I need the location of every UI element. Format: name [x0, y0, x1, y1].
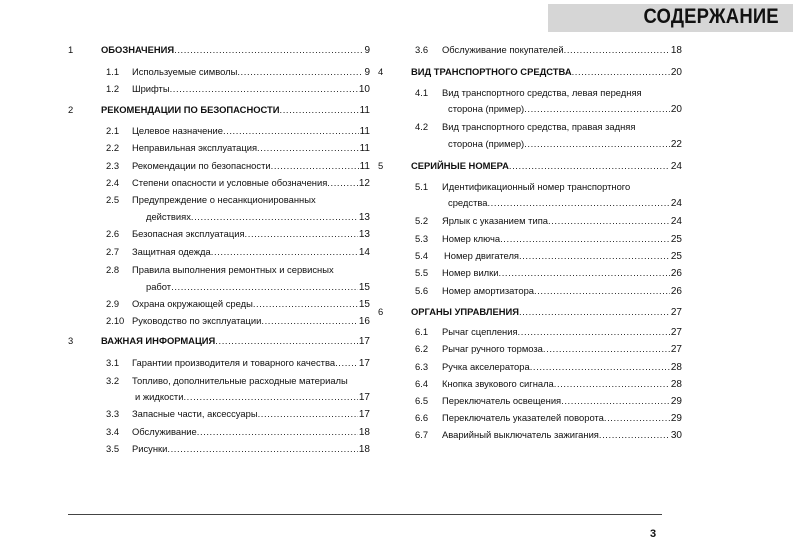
dot-leader	[335, 357, 358, 369]
dot-leader	[271, 160, 359, 172]
dot-leader	[171, 281, 358, 293]
entry-title-cont: и жидкости	[135, 391, 184, 402]
section-title: ОРГАНЫ УПРАВЛЕНИЯ	[411, 306, 519, 317]
entry-number: 6.7	[415, 429, 429, 440]
dot-leader	[604, 412, 670, 424]
entry-title: Гарантии производителя и товарного качества	[132, 357, 336, 368]
entry-title: Номер ключа	[442, 233, 501, 244]
page-number: 3	[650, 528, 657, 540]
page-ref: 9	[364, 45, 370, 56]
section-title: ВИД ТРАНСПОРТНОГО СРЕДСТВА	[411, 66, 572, 77]
dot-leader	[327, 177, 358, 189]
dot-leader	[548, 215, 670, 227]
dot-leader	[211, 246, 358, 258]
page-ref: 29	[670, 396, 682, 407]
entry-number: 2.4	[106, 177, 120, 188]
entry-number: 2.10	[106, 315, 125, 326]
entry-number: 3.5	[106, 443, 120, 454]
dot-leader	[499, 267, 670, 279]
page-ref: 15	[358, 282, 370, 293]
entry-number: 3.1	[106, 357, 120, 368]
entry-title: Кнопка звукового сигнала	[442, 378, 554, 389]
page-ref: 18	[358, 427, 370, 438]
page-title: СОДЕРЖАНИЕ	[643, 5, 779, 28]
dot-leader	[257, 142, 359, 154]
entry-title: Неправильная эксплуатация	[132, 142, 258, 153]
dot-leader	[561, 395, 670, 407]
footer-rule	[68, 514, 662, 515]
page-ref: 17	[358, 358, 370, 369]
entry-title: Переключатель освещения	[442, 395, 562, 406]
page-ref: 17	[358, 409, 370, 420]
entry-number: 5.1	[415, 181, 429, 192]
section-number: 5	[378, 160, 384, 171]
entry-title: Рисунки	[132, 443, 168, 454]
entry-title: Рекомендации по безопасности	[132, 160, 271, 171]
section-title: ВАЖНАЯ ИНФОРМАЦИЯ	[101, 335, 216, 346]
entry-title-cont: работ	[146, 281, 172, 292]
entry-number: 5.2	[415, 215, 429, 226]
dot-leader	[500, 233, 670, 245]
page-ref: 10	[358, 84, 370, 95]
entry-number: 5.3	[415, 233, 429, 244]
entry-number: 6.3	[415, 361, 429, 372]
entry-title: Степени опасности и условные обозначения	[132, 177, 328, 188]
entry-title-cont: сторона (пример)	[448, 138, 525, 149]
page-ref: 12	[358, 178, 370, 189]
entry-title: Используемые символы	[132, 66, 238, 77]
entry-title: Защитная одежда	[132, 246, 211, 257]
page-ref: 28	[670, 362, 682, 373]
dot-leader	[599, 429, 670, 441]
dot-leader	[572, 66, 670, 78]
entry-title: Номер двигателя	[444, 250, 520, 261]
entry-title: Запасные части, аксессуары	[132, 408, 258, 419]
dot-leader	[530, 361, 670, 373]
page-ref: 24	[670, 198, 682, 209]
dot-leader	[519, 250, 670, 262]
page-ref: 20	[670, 67, 682, 78]
entry-number: 3.3	[106, 408, 120, 419]
section-number: 6	[378, 306, 384, 317]
page-ref: 26	[670, 268, 682, 279]
dot-leader	[543, 343, 670, 355]
page-ref: 18	[670, 45, 682, 56]
dot-leader	[519, 306, 670, 318]
dot-leader	[174, 44, 363, 56]
dot-leader	[280, 104, 359, 116]
section-title: СЕРИЙНЫЕ НОМЕРА	[411, 160, 509, 171]
section-number: 4	[378, 66, 384, 77]
entry-number: 2.3	[106, 160, 120, 171]
page-ref: 13	[358, 229, 370, 240]
entry-number: 4.1	[415, 87, 429, 98]
page-ref: 11	[359, 161, 370, 172]
dot-leader	[191, 211, 358, 223]
entry-title: Руководство по эксплуатации	[132, 315, 262, 326]
page-ref: 9	[364, 67, 370, 78]
entry-number: 3.2	[106, 375, 120, 386]
dot-leader	[509, 160, 670, 172]
entry-number: 3.6	[415, 44, 429, 55]
entry-title: Рычаг ручного тормоза	[442, 343, 543, 354]
entry-number: 6.2	[415, 343, 429, 354]
page-ref: 20	[670, 104, 682, 115]
entry-title: Вид транспортного средства, левая передняя	[442, 87, 642, 98]
entry-title: Ярлык с указанием типа	[442, 215, 548, 226]
dot-leader	[215, 335, 358, 347]
entry-number: 2.9	[106, 298, 120, 309]
section-title: РЕКОМЕНДАЦИИ ПО БЕЗОПАСНОСТИ	[101, 104, 280, 115]
dot-leader	[237, 66, 363, 78]
section-number: 3	[68, 335, 74, 346]
entry-title: Обслуживание покупателей	[442, 44, 564, 55]
entry-number: 2.5	[106, 194, 120, 205]
page-ref: 27	[670, 307, 682, 318]
page-ref: 27	[670, 327, 682, 338]
entry-title: Шрифты	[132, 83, 170, 94]
dot-leader	[167, 443, 357, 455]
entry-title: Номер вилки	[442, 267, 499, 278]
entry-title: Предупреждение о несанкционированных	[132, 194, 316, 205]
page-ref: 15	[358, 299, 370, 310]
page-ref: 25	[670, 234, 682, 245]
dot-leader	[197, 426, 358, 438]
entry-number: 6.6	[415, 412, 429, 423]
page-ref: 13	[358, 212, 370, 223]
entry-number: 3.4	[106, 426, 120, 437]
entry-number: 2.8	[106, 264, 120, 275]
page-ref: 14	[358, 247, 370, 258]
page-ref: 18	[358, 444, 370, 455]
page-ref: 11	[359, 143, 370, 154]
entry-title: Аварийный выключатель зажигания	[442, 429, 599, 440]
entry-title-cont: средства	[448, 197, 488, 208]
dot-leader	[564, 44, 670, 56]
entry-number: 6.4	[415, 378, 429, 389]
section-number: 1	[68, 44, 74, 55]
page-ref: 28	[670, 379, 682, 390]
entry-number: 5.6	[415, 285, 429, 296]
dot-leader	[524, 103, 670, 115]
page-ref: 27	[670, 344, 682, 355]
page-ref: 25	[670, 251, 682, 262]
entry-title: Безопасная эксплуатация	[132, 228, 245, 239]
page-ref: 16	[358, 316, 370, 327]
page-ref: 29	[670, 413, 682, 424]
entry-title: Номер амортизатора	[442, 285, 535, 296]
page-ref: 17	[358, 336, 370, 347]
page-ref: 11	[359, 105, 370, 116]
page-ref: 30	[670, 430, 682, 441]
page-ref: 11	[359, 126, 370, 137]
entry-title: Охрана окружающей среды	[132, 298, 253, 309]
entry-title: Переключатель указателей поворота	[442, 412, 604, 423]
entry-number: 6.1	[415, 326, 429, 337]
dot-leader	[245, 228, 358, 240]
page-ref: 24	[670, 216, 682, 227]
dot-leader	[183, 391, 357, 403]
entry-number: 2.6	[106, 228, 120, 239]
dot-leader	[223, 125, 359, 137]
dot-leader	[170, 83, 358, 95]
entry-number: 5.4	[415, 250, 429, 261]
entry-number: 2.7	[106, 246, 120, 257]
page-ref: 17	[358, 392, 370, 403]
section-title: ОБОЗНАЧЕНИЯ	[101, 44, 175, 55]
entry-number: 1.1	[106, 66, 120, 77]
section-number: 2	[68, 104, 74, 115]
dot-leader	[554, 378, 670, 390]
entry-number: 2.1	[106, 125, 120, 136]
entry-number: 4.2	[415, 121, 429, 132]
entry-title: Топливо, дополнительные расходные материалы	[132, 375, 348, 386]
entry-number: 5.5	[415, 267, 429, 278]
dot-leader	[524, 138, 670, 150]
dot-leader	[518, 326, 670, 338]
entry-title: Обслуживание	[132, 426, 197, 437]
dot-leader	[261, 315, 358, 327]
dot-leader	[253, 298, 358, 310]
entry-title: Идентификационный номер транспортного	[442, 181, 631, 192]
entry-number: 2.2	[106, 142, 120, 153]
entry-number: 6.5	[415, 395, 429, 406]
entry-title: Целевое назначение	[132, 125, 223, 136]
entry-title-cont: сторона (пример)	[448, 103, 525, 114]
entry-title: Ручка акселератора	[442, 361, 530, 372]
dot-leader	[487, 197, 669, 209]
page-ref: 22	[670, 139, 682, 150]
dot-leader	[534, 285, 670, 297]
entry-title-cont: действиях	[146, 211, 191, 222]
entry-title: Вид транспортного средства, правая задняя	[442, 121, 636, 132]
entry-title: Правила выполнения ремонтных и сервисных	[132, 264, 334, 275]
entry-title: Рычаг сцепления	[442, 326, 518, 337]
page-ref: 24	[670, 161, 682, 172]
page-ref: 26	[670, 286, 682, 297]
dot-leader	[258, 408, 358, 420]
entry-number: 1.2	[106, 83, 120, 94]
